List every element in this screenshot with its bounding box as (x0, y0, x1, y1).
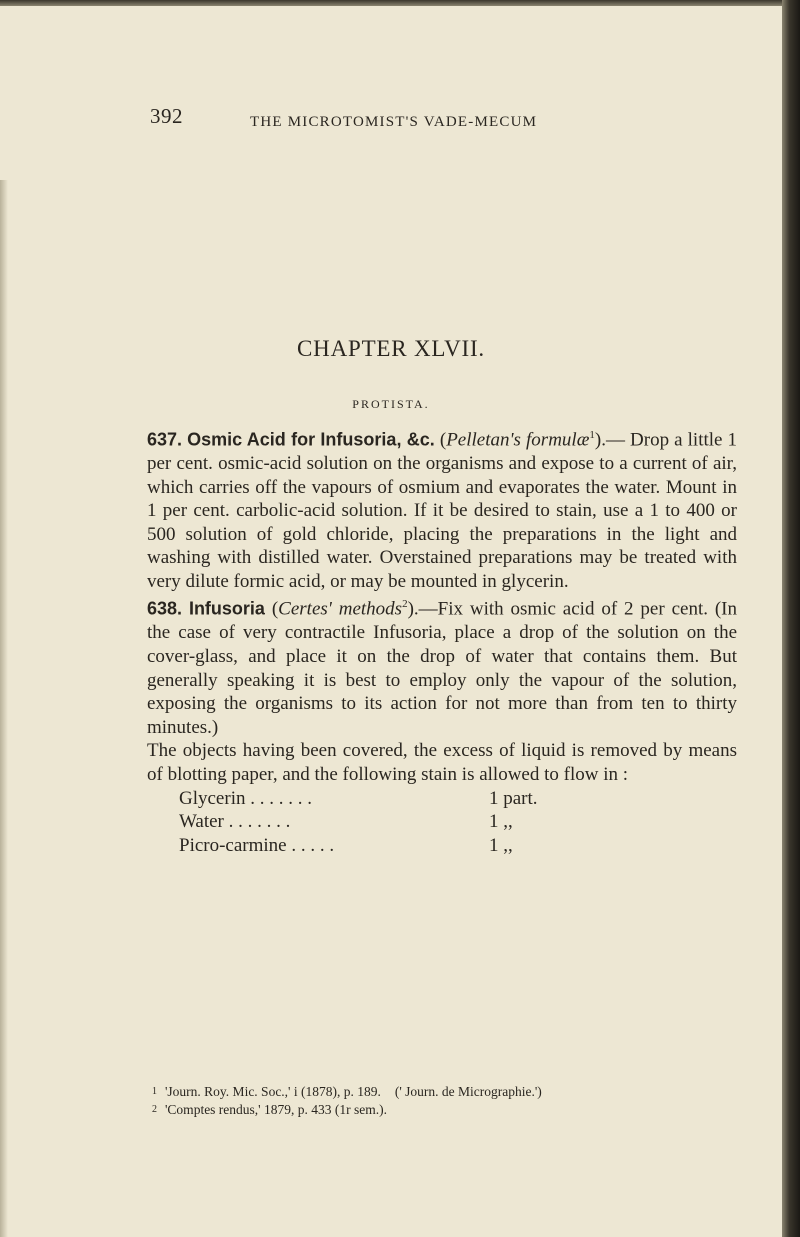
section-reference: Certes' methods (278, 598, 403, 620)
footnote-mark: 1 (152, 1086, 157, 1097)
recipe-quantity: 1 part. (489, 787, 538, 809)
body-text (147, 424, 737, 857)
section-638-continued: The objects having been covered, the excess of liquid is removed by means of blotting paper, and the following stain is allowed to flow in : (147, 740, 737, 785)
running-head: THE MICROTOMIST'S VADE-MECUM (250, 114, 538, 130)
page-top-shadow (0, 0, 800, 6)
ref-open: ( (439, 429, 447, 451)
section-number: 638. (147, 598, 183, 619)
section-heading: Osmic Acid for Infusoria, &c. (187, 429, 435, 450)
recipe-row (147, 787, 737, 811)
footnote-1 (152, 1083, 752, 1101)
section-heading: Infusoria (188, 598, 265, 619)
section-reference: Pelletan's formulæ (446, 429, 590, 451)
section-637 (147, 424, 737, 593)
footnote-ref: 2 (402, 598, 408, 611)
page-number: 392 (150, 104, 183, 128)
section-body: Drop a little 1 per cent. osmic-acid solution on the organisms and expose to a current of air, which carries off the vapours of osmium and evaporates the water. Mount in 1 per cent. carbolic-acid solution. If it be desired to stain, use a 1 to 400 or 500 solution of gold chloride, placing the preparations in the light and washing with distilled water. Overstained preparations may be treated with very dilute formic acid, or may be mounted in glycerin. (147, 429, 738, 592)
page-header (0, 104, 782, 144)
ref-open: ( (271, 598, 279, 620)
footnotes (152, 1083, 752, 1119)
footnote-2 (152, 1101, 752, 1119)
recipe-quantity: 1 ,, (489, 834, 513, 856)
ref-close: ).— (594, 429, 625, 451)
chapter-title: CHAPTER XLVII. (297, 336, 485, 361)
section-body: Fix with osmic acid of 2 per cent. (In the case of very contractile Infusoria, place a drop of the solution on the cover-glass, and place it on the drop of water that contains them. But generally speaking it is best to employ only the vapour of the solution, exposing the organisms to its action for not more than from ten to thirty minutes.) (147, 598, 738, 738)
chapter-subtitle: PROTISTA. (352, 397, 430, 411)
footnote-mark: 2 (152, 1104, 157, 1115)
ref-close: ).— (407, 598, 438, 620)
footnote-ref: 1 (589, 429, 595, 441)
footnote-text: 'Comptes rendus,' 1879, p. 433 (1r sem.). (165, 1102, 387, 1117)
recipe-quantity: 1 ,, (489, 811, 513, 833)
recipe-ingredient: Glycerin . . . . . . . (179, 787, 312, 809)
recipe-ingredient: Picro-carmine . . . . . (179, 834, 335, 856)
footnote-text: 'Journ. Roy. Mic. Soc.,' i (1878), p. 189. (165, 1084, 381, 1099)
stain-recipe (147, 787, 737, 858)
recipe-ingredient: Water . . . . . . . (179, 811, 291, 833)
recipe-row (147, 834, 737, 858)
footnote-text-b: (' Journ. de Micrographie.') (394, 1084, 542, 1099)
section-638 (147, 593, 737, 739)
book-spine-edge (782, 0, 800, 1237)
recipe-row (147, 810, 737, 834)
section-number: 637. (147, 429, 183, 450)
